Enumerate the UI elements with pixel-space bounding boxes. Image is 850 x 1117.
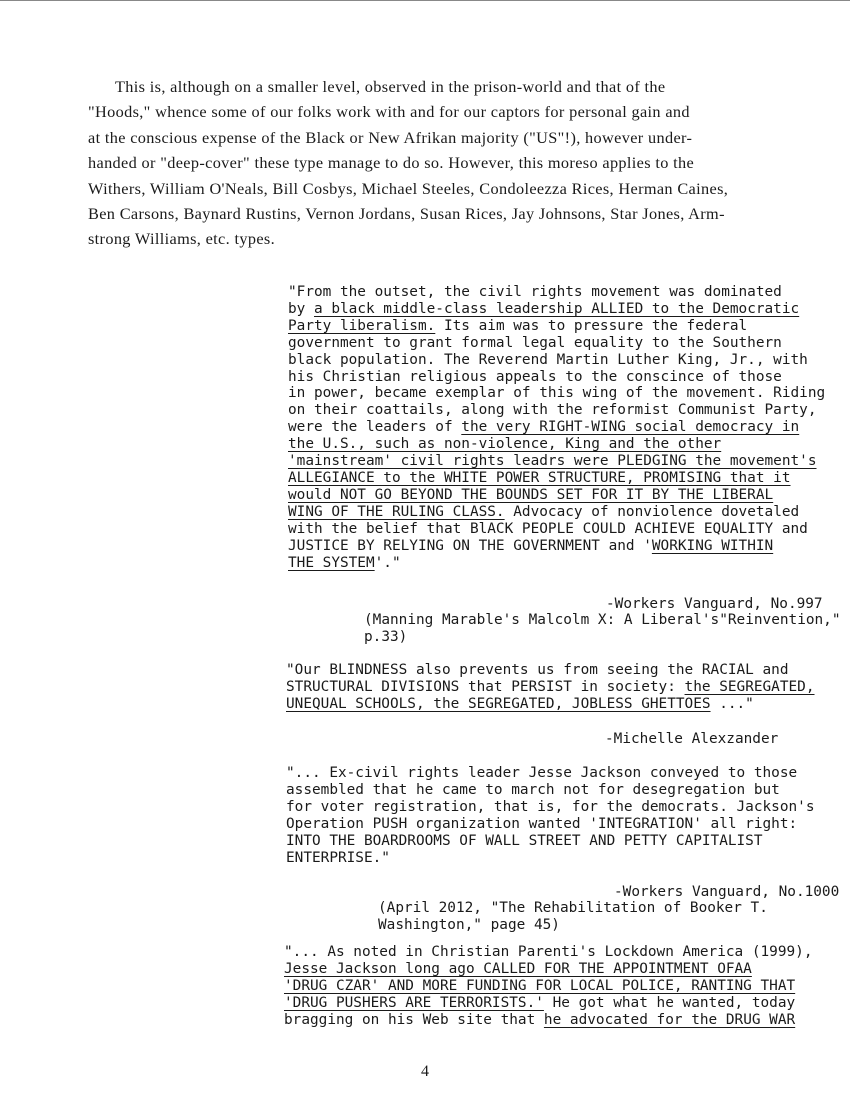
intro-line: handed or "deep-cover" these type manage to do so. However, this moreso applies to the [88,153,695,173]
quote-line: black population. The Reverend Martin Luther King, Jr., with [288,351,808,368]
quote-line: "From the outset, the civil rights movement was dominated [288,284,782,300]
quote-text: were the leaders of [288,419,462,436]
block-quote-civil-rights [288,284,828,571]
intro-paragraph [88,74,848,252]
quote-text: STRUCTURAL DIVISIONS that PERSIST in society: [286,678,685,695]
underlined-text: WORKING WITHIN [651,537,774,554]
quote-line [288,419,828,436]
quote-text: ..." [710,695,754,712]
quote-line: for voter registration, that is, for the democrats. Jackson's [286,798,815,815]
quote-attribution: -Workers Vanguard, No.997 [606,596,823,612]
citation-line: Washington," page 45) [378,917,560,933]
top-rule [0,0,850,1]
citation-line: (Manning Marable's Malcolm X: A Liberal's"Reinvention," [364,612,841,628]
quote-line: 'DRUG CZAR' AND MORE FUNDING FOR LOCAL POLICE, RANTING THAT [284,977,796,994]
block-quote-alexander [286,662,826,713]
quote-text: He got what he wanted, today [543,994,796,1011]
underlined-text: Party liberalism. [288,317,436,334]
quote-line [288,538,828,555]
citation-line: (April 2012, "The Rehabilitation of Booker T. [378,900,768,916]
quote-line: in power, became exemplar of this wing of the movement. Riding [288,385,826,402]
underlined-text: WING OF THE RULING CLASS. [288,503,505,520]
quote-text: Advocacy of nonviolence dovetaled [504,503,800,520]
quote-line: assembled that he came to march not for desegregation but [286,781,780,798]
quote-line [284,1012,834,1029]
quote-line [288,504,828,521]
quote-line: "Our BLINDNESS also prevents us from seeing the RACIAL and [286,662,789,678]
quote-line: "... Ex-civil rights leader Jesse Jackson conveyed to those [286,765,798,781]
quote-text: bragging on his Web site that [284,1011,544,1028]
block-quote-lockdown-america [284,944,834,1029]
quote-line [288,555,828,572]
quote-line: 'mainstream' civil rights leadrs were PLEDGING the movement's [288,453,817,470]
block-quote-jackson-push [286,765,826,866]
underlined-text: he advocated for the DRUG WAR [543,1011,796,1028]
quote-attribution: -Michelle Alexzander [605,731,779,747]
quote-line [288,301,828,318]
quote-line: INTO THE BOARDROOMS OF WALL STREET AND PETTY CAPITALIST [286,832,763,849]
quote-text: '." [374,554,401,571]
underlined-text: 'DRUG PUSHERS ARE TERRORISTS.' [284,994,544,1011]
quote-line [286,679,826,696]
intro-line: Ben Carsons, Baynard Rustins, Vernon Jordans, Susan Rices, Jay Johnsons, Star Jones, Arm- [88,204,725,224]
quote-line: on their coattails, along with the reformist Communist Party, [288,402,817,419]
page-number: 4 [421,1063,429,1080]
quote-text: by [288,300,314,317]
intro-line: This is, although on a smaller level, observed in the prison-world and that of the [115,77,666,96]
quote-line [288,318,828,335]
quote-line [284,995,834,1012]
underlined-text: a black middle-class leadership ALLIED to the Democratic [314,300,800,317]
quote-line: his Christian religious appeals to the conscince of those [288,368,782,385]
quote-line [286,696,826,713]
quote-line: ENTERPRISE." [286,849,390,866]
underlined-text: UNEQUAL SCHOOLS, the SEGREGATED, JOBLESS GHETTOES [286,695,711,712]
underlined-text: THE SYSTEM [288,554,375,571]
quote-citation [378,900,838,934]
citation-line: p.33) [364,629,408,645]
intro-line: strong Williams, etc. types. [88,229,276,249]
quote-line: would NOT GO BEYOND THE BOUNDS SET FOR IT BY THE LIBERAL [288,486,774,503]
underlined-text: the SEGREGATED, [684,678,815,695]
quote-text: Its aim was to pressure the federal [435,317,748,334]
quote-attribution: -Workers Vanguard, No.1000 [614,884,840,900]
quote-line: Operation PUSH organization wanted 'INTEGRATION' all right: [286,815,798,832]
underlined-text: the very RIGHT-WING social democracy in [461,419,800,436]
intro-line: "Hoods," whence some of our folks work with and for our captors for personal gain and [88,102,690,122]
quote-line: government to grant formal legal equality to the Southern [288,334,782,351]
quote-line: the U.S., such as non-violence, King and the other [288,436,722,453]
quote-line: ALLEGIANCE to the WHITE POWER STRUCTURE, PROMISING that it [288,469,791,486]
intro-line: Withers, William O'Neals, Bill Cosbys, Michael Steeles, Condoleezza Rices, Herman Caines, [88,178,729,198]
quote-line: Jesse Jackson long ago CALLED FOR THE APPOINTMENT OFAA [284,960,752,977]
quote-line: with the belief that BlACK PEOPLE COULD ACHIEVE EQUALITY and [288,520,808,537]
quote-text: JUSTICE BY RELYING ON THE GOVERNMENT and ' [288,537,652,554]
quote-line: "... As noted in Christian Parenti's Lockdown America (1999), [284,944,813,960]
quote-citation [364,612,844,646]
intro-line: at the conscious expense of the Black or New Afrikan majority ("US"!), however under- [88,127,693,147]
